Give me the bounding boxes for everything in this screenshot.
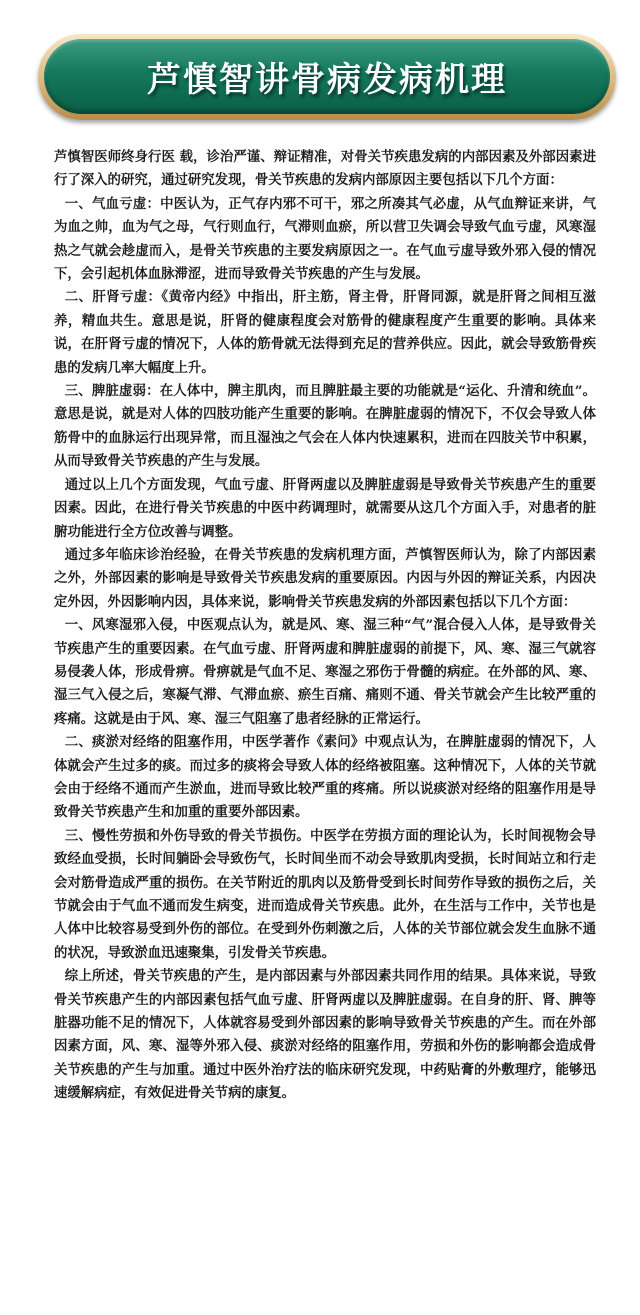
page-title: 芦慎智讲骨病发病机理: [147, 60, 507, 100]
title-banner: [44, 39, 610, 114]
title-banner-frame: [38, 34, 616, 120]
paragraph-conclusion: 综上所述，骨关节疾患的产生，是内部因素与外部因素共同作用的结果。具体来说，导致骨关节疾患产生的内部因素包括气血亏虚、肝肾两虚以及脾脏虚弱。在自身的肝、肾、脾等脏器功能不足的情况下，人体就容易受到外部因素的影响导致骨关节疾患的产生。而在外部因素方面，风、寒、湿等外邪入侵、痰淤对经络的阻塞作用，劳损和外伤的影响都会造成骨关节疾患的产生与加重。通过中医外治疗法的临床研究发现，中药贴膏的外敷理疗，能够迅速缓解病症，有效促进骨关节病的康复。: [54, 968, 596, 1102]
paragraph-strain-injury: 三、慢性劳损和外伤导致的骨关节损伤。中医学在劳损方面的理论认为，长时间视物会导致经血受损，长时间躺卧会导致伤气，长时间坐而不动会导致肌肉受损，长时间站立和行走会对筋骨造成严重的损伤。在关节附近的肌肉以及筋骨受到长时间劳作导致的损伤之后，关节就会由于气血不通而发生病变，进而造成骨关节疾患。此外，在生活与工作中，关节也是人体中比较容易受到外伤的部位。在受到外伤刺激之后，人体的关节部位就会发生血脉不通的状况，导致淤血迅速聚集，引发骨关节疾患。: [54, 827, 596, 961]
paragraph-internal-summary: 通过以上几个方面发现，气血亏虚、肝肾两虚以及脾脏虚弱是导致骨关节疾患产生的重要因素。因此，在进行骨关节疾患的中医中药调理时，就需要从这几个方面入手，对患者的脏腑功能进行全方位改善与调整。: [54, 476, 596, 540]
paragraph-wind-cold-damp: 一、风寒湿邪入侵，中医观点认为，就是风、寒、湿三种“气”混合侵入人体，是导致骨关节疾患产生的重要因素。在气血亏虚、肝肾两虚和脾脏虚弱的前提下，风、寒、湿三气就容易侵袭人体，形成骨痹。骨痹就是气血不足、寒湿之邪伤于骨髓的病症。在外部的风、寒、湿三气入侵之后，寒凝气滞、气滞血瘀、瘀生百痛、痛则不通、骨关节就会产生比较严重的疼痛。这就是由于风、寒、湿三气阻塞了患者经脉的正常运行。: [54, 617, 596, 727]
paragraph-liver-kidney-deficiency: 二、肝肾亏虚：《黄帝内经》中指出，肝主筋，肾主骨，肝肾同源，就是肝肾之间相互滋养，精血共生。意思是说，肝肾的健康程度会对筋骨的健康程度产生重要的影响。具体来说，在肝肾亏虚的情况下，人体的筋骨就无法得到充足的营养供应。因此，就会导致筋骨疾患的发病几率大幅度上升。: [54, 289, 596, 376]
paragraph-qi-blood-deficiency: 一、气血亏虚：中医认为，正气存内邪不可干，邪之所凑其气必虚，从气血辩证来讲，气为血之帅，血为气之母，气行则血行，气滞则血瘀，所以营卫失调会导致气血亏虚，风寒湿热之气就会趁虚而入，是骨关节疾患的主要发病原因之一。在气血亏虚导致外邪入侵的情况下，会引起机体血脉滞涩，进而导致骨关节疾患的产生与发展。: [54, 195, 596, 283]
article-body: [54, 146, 596, 1106]
paragraph-phlegm-stasis: 二、痰淤对经络的阻塞作用，中医学著作《素问》中观点认为，在脾脏虚弱的情况下，人体就会产生过多的痰。而过多的痰将会导致人体的经络被阻塞。这种情况下，人体的关节就会由于经络不通而产生淤血，进而导致比较严重的疼痛。所以说痰淤对经络的阻塞作用是导致骨关节疾患产生和加重的重要外部因素。: [54, 734, 596, 821]
intro-paragraph: 芦慎智医师终身行医 载，诊治严谨、辩证精准，对骨关节疾患发病的内部因素及外部因素进行了深入的研究，通过研究发现，骨关节疾患的发病内部原因主要包括以下几个方面：: [54, 149, 596, 189]
paragraph-spleen-weakness: 三、脾脏虚弱：在人体中，脾主肌肉，而且脾脏最主要的功能就是“运化、升清和统血”。意思是说，就是对人体的四肢功能产生重要的影响。在脾脏虚弱的情况下，不仅会导致人体筋骨中的血脉运行出现异常，而且湿浊之气会在人体内快速累积，进而在四肢关节中积累，从而导致骨关节疾患的产生与发展。: [54, 383, 596, 470]
paragraph-external-factors-intro: 通过多年临床诊治经验，在骨关节疾患的发病机理方面，芦慎智医师认为，除了内部因素之外，外部因素的影响是导致骨关节疾患发病的重要原因。内因与外因的辩证关系，内因决定外因，外因影响内因，具体来说，影响骨关节疾患发病的外部因素包括以下几个方面：: [54, 546, 596, 610]
